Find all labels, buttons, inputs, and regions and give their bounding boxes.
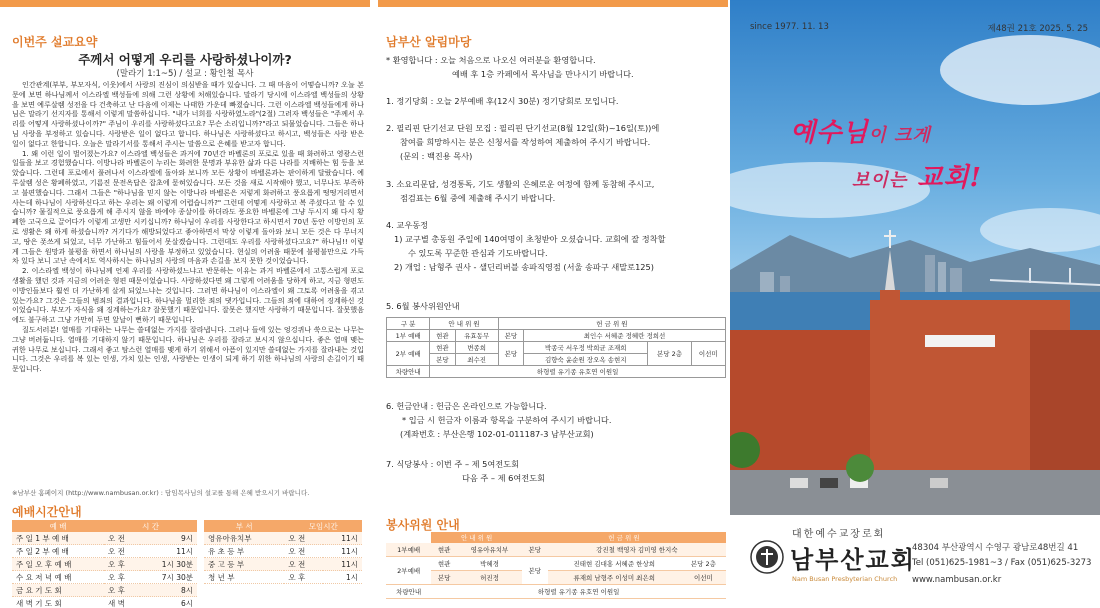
table-header: 예 배: [12, 520, 104, 532]
notice-2: [386, 121, 726, 163]
notice-line: 6. 헌금안내 : 헌금은 온라인으로 가능합니다.: [386, 401, 547, 411]
table-row: [12, 558, 197, 571]
table-cell: 박혜경: [457, 557, 522, 571]
table-row: [204, 558, 362, 571]
service-period: 오 후: [104, 571, 140, 584]
table-row: [204, 571, 362, 584]
notice-5: 5. 6월 봉사위원안내: [386, 301, 460, 311]
table-cell: 유효동무: [455, 330, 498, 342]
tree: [846, 454, 874, 482]
city-church-illustration: [730, 0, 1100, 515]
table-cell: 본당 2층: [648, 342, 691, 366]
service-time: 9시: [140, 532, 197, 545]
table-cell: 이선미: [681, 571, 726, 585]
meeting-period: 오 전: [284, 558, 323, 571]
car: [790, 478, 808, 488]
service-name: 수 요 저 녁 예 배: [12, 571, 104, 584]
table-row: [204, 532, 362, 545]
table-row: [386, 557, 726, 571]
table-row: [12, 584, 197, 597]
table-cell: 1부예배: [386, 543, 431, 557]
table-cell: 현관: [430, 342, 455, 354]
service-period: 오 후: [104, 584, 140, 597]
service-name: 금 요 기 도 회: [12, 584, 104, 597]
table-cell: 영유아유치부: [457, 543, 522, 557]
sermon-heading: 이번주 설교요약: [12, 35, 98, 49]
table-header: 안 내 위 원: [431, 532, 522, 543]
cloud: [980, 208, 1100, 252]
table-cell: 1부 예배: [387, 330, 430, 342]
notice-3: [386, 177, 726, 205]
sermon-footnote: ※남부산 홈페이지 (http://www.nambusan.or.kr) : 담임목사님의 설교를 통해 은혜 받으시기 바랍니다.: [12, 489, 310, 497]
volunteer-table: [386, 532, 726, 599]
phone-fax: Tel (051)625-1981~3 / Fax (051)625-3273: [912, 558, 1092, 568]
table-header: 구 분: [387, 318, 430, 330]
church-tower: [880, 290, 900, 320]
table-cell: 본당: [498, 330, 523, 342]
church-wing: [1030, 330, 1100, 490]
sermon-paragraph: 1. 왜 이런 일이 벌어졌는가요? 이스라엘 백성들은 과거에 70년간 바벨론의 포로로 있을 때 화려하고 영광스런 일들을 보고 경험했습니다. 이방나라 바벨론이 누리는 화려한 문명과 부유한 삶과 다른 나라를 지배하는 힘 등을 보았습니다. 그런데 포로에서 풀려나서 이스라엘에 돌아와 보니까 모든 상황이 바벨론과는 판이하게 달랐습니다. 예루살렘 성은 황폐하였고, 기름진 문전옥답은 잡초에 묻혀있습니다. 모든 것을 새로 시작해야 했고, 너무나도 부족하고 불편했습니다. 그래서 그들은 "하나님을 믿지 않는 이방나라 바벨론은 저렇게 화려하고 풍요롭게 떵떵거리면서 사는데 하나님이 사랑하신다고 하는 우리는 왜 이렇게 어렵습니까?" 그런데 어떻게 사랑하고 복 주셨다고 할 수 있습니까? 물질적으로 풍요롭게 해 주시지 않을 바에야 종살이를 하더라도 풍요한 바벨론에 그냥 두시지 왜 다시 황폐한 고국으로 끌어다가 이렇게 고생만 시키십니까? 하나님이 우리를 사랑한다고 하시면서 70년 동안 이방인의 포로 생활은 왜 하게 하셨습니까? 거기다가 해방되었다고 좋아하면서 막상 이렇게 돌아와 보니 모든 것은 다 무너지고, 땅은 폿쓰게 되었고, 너무 가난하고 힘들어서 못살겠습니다. 그런데도 우리를 사랑하셨다고요?" 하나님!! 이렇게 그들은 원망과 불평을 하면서 하나님의 사랑을 부정하고 있었습니다. 현실의 어려움 때문에 불평불만으로 가득 차 있다 보니 고난 속에서도 역사하시는 하나님의 사랑의 마음과 손길을 보지 못한 것이었습니다.: [12, 148, 364, 266]
table-header: 안 내 위 원: [430, 318, 499, 330]
table-cell: 본당: [430, 354, 455, 366]
sermon-title: 주께서 어떻게 우리를 사랑하셨나이까?: [78, 52, 292, 67]
table-header: 모임시간: [284, 520, 362, 532]
table-cell: 현관: [431, 557, 457, 571]
service-time: 1시 30분: [140, 558, 197, 571]
table-row: [12, 571, 197, 584]
service-period: 새 벽: [104, 597, 140, 608]
distant-building: [950, 268, 962, 295]
department-name: 중 고 등 부: [204, 558, 284, 571]
sermon-body: [12, 80, 364, 484]
service-name: 주 일 오 후 예 배: [12, 558, 104, 571]
table-cell: 차량안내: [387, 366, 430, 378]
service-period: 오 후: [104, 558, 140, 571]
notices-panel: [378, 0, 728, 608]
table-cell: 이선미: [691, 342, 725, 366]
service-name: 주 일 2 부 예 배: [12, 545, 104, 558]
sermon-paragraph: 질도서러분! 열매를 기대하는 나무는 쓸데없는 가지를 잘라냅니다. 그러나 들에 있는 엉겅퀴나 쑥으로는 나무는 그냥 버려둡니다. 열매를 기대하지 않기 때문입니다. 하나님은 우리를 잘라고 보시지 않으십니다. 좋은 열매 맺는 귀한 나무로 보십니다. 그래서 좋고 탐스런 열매를 맺게 하기 위해서 아픔이 있지만 쓸데없는 가지를 잘라내는 것입니다. 그것은 우리를 복 있는 인생, 가치 있는 인생, 사랑받는 인생이 되게 하기 위한 하나님의 사랑의 손길이기 때문입니다.: [12, 324, 364, 374]
table-cell: 박종국 서우정 박희균 조재희: [524, 342, 648, 354]
table-row: [387, 342, 726, 354]
table-row: [387, 366, 726, 378]
table-cell: 본당: [522, 557, 548, 585]
table-row: [386, 543, 726, 557]
table-cell: 진태현 김대홍 서혜준 한상희: [548, 557, 681, 571]
meeting-period: 오 후: [284, 571, 323, 584]
notice-line: * 입금 시 헌금자 이름과 항목을 구분하여 주시기 바랍니다.: [402, 415, 612, 425]
department-name: 유 초 등 부: [204, 545, 284, 558]
meeting-period: 오 전: [284, 545, 323, 558]
table-row: [387, 330, 726, 342]
slogan-text: 교회!: [917, 163, 982, 193]
table-row: [204, 545, 362, 558]
slogan-text: 예수님: [790, 118, 869, 148]
service-name: 주 일 1 부 예 배: [12, 532, 104, 545]
table-row: [12, 545, 197, 558]
distant-building: [925, 255, 935, 295]
table-cell: 현관: [430, 330, 455, 342]
sermon-paragraph: 인간관계(부부, 부모자식, 이웃)에서 사랑의 진심이 의심받을 때가 있습니다. 그 때 마음이 어떻습니까? 오늘 본문에 보면 하나님께서 이스라엘 백성들에 의해 그런 상황에 처해있습니다. 말라기 당시에 이스라엘 백성들의 상황을 보면 예루살렘 성전을 다 건축하고 난 다음에 이제는 나태한 가운데 빠졌습니다. 그런 이스라엘 백성들에게 하나님은 말라기 선지자를 통해서 이렇게 말씀하십니다. "내가 너희를 사랑하였노라"(2절) 그러자 백성들은 "주께서 우리를 어떻게 사랑하셨나이까?" 주님이 우리를 사랑하셨다고요? 무슨 소리입니까?"라고 되물었습니다. 그들은 하나님 사랑을 부정하고 있습니다. 사랑받은 일이 없다고 합니다. 하나님은 사랑하셨다고 하시고, 백성들은 사랑 받은 일이 없다고 한합니다. 오늘은 말라기서를 통해서 주시는 말씀으로 은혜를 받고자 합니다.: [12, 80, 364, 148]
department-name: 청 년 부: [204, 571, 284, 584]
notice-6: [386, 399, 726, 441]
since-date: since 1977. 11. 13: [750, 22, 829, 32]
church-name-en: Nam Busan Presbyterian Church: [792, 575, 898, 583]
table-header-blank: [386, 532, 431, 543]
notice-line: 예배 후 1층 카페에서 목사님을 만나시기 바랍니다.: [452, 69, 634, 79]
slogan-line-1: [790, 112, 931, 149]
table-cell: 본당: [431, 571, 457, 585]
slogan-text: 보이는: [852, 170, 908, 191]
table-header: 헌 금 위 원: [498, 318, 725, 330]
service-name: 새 벽 기 도 회: [12, 597, 104, 608]
table-row: [12, 532, 197, 545]
notice-line: (문의 : 백진용 목사): [400, 151, 473, 161]
notice-welcome: [386, 53, 726, 81]
service-period: 오 전: [104, 545, 140, 558]
table-cell: 2부예배: [386, 557, 431, 585]
table-cell: 김향숙 윤순원 장오옥 송현지: [524, 354, 648, 366]
notice-line: 2) 개업 : 남형주 권사 - 샐딘리버블 송파직영점 (서울 송파구 새말로125): [394, 262, 654, 272]
table-cell: 본당: [498, 342, 523, 366]
notice-line: 참여를 희망하시는 분은 신청서를 작성하여 제출하여 주시기 바랍니다.: [400, 137, 651, 147]
notice-7: [386, 457, 726, 485]
table-cell: 류재희 남형주 이성미 최은희: [548, 571, 681, 585]
table-header: 부 서: [204, 520, 284, 532]
church-signboard: [925, 335, 995, 347]
orange-top-bar: [0, 0, 370, 7]
sermon-subtitle: (말라기 1:1~5) / 설교 : 황인철 목사: [116, 69, 254, 79]
table-cell: 강진철 백영자 김미영 한지숙: [548, 543, 726, 557]
issue-info: 제48권 21호 2025. 5. 25: [987, 24, 1088, 34]
volunteers-heading: 봉사위원 안내: [386, 518, 460, 532]
table-cell: 현관: [431, 543, 457, 557]
meeting-time: 11시: [323, 558, 362, 571]
table-cell: 차량안내: [386, 585, 431, 599]
table-header: 시 간: [104, 520, 197, 532]
notice-line: 수 있도록 꾸준한 관심과 기도바랍니다.: [408, 248, 548, 258]
slogan-text: 이 크게: [868, 125, 931, 146]
service-time: 7시 30분: [140, 571, 197, 584]
church-name: 남부산교회: [790, 546, 916, 574]
worship-time-table: [12, 520, 197, 608]
denomination: 대한예수교장로회: [792, 529, 886, 540]
distant-building: [938, 262, 946, 295]
address: 48304 부산광역시 수영구 광남로48번길 41: [912, 543, 1079, 553]
cloud: [940, 35, 1100, 105]
car: [820, 478, 838, 488]
website-link[interactable]: www.nambusan.or.kr: [912, 575, 1002, 585]
sermon-panel: [0, 0, 370, 608]
table-cell: 허진정: [457, 571, 522, 585]
table-header: 헌 금 위 원: [522, 532, 726, 543]
table-row: [386, 585, 726, 599]
orange-top-bar: [378, 0, 728, 7]
table-cell: 하형렬 유기종 유호연 이원일: [431, 585, 726, 599]
table-cell: 본당: [522, 543, 548, 557]
department-table: [204, 520, 362, 584]
distant-building: [760, 272, 774, 294]
notice-line: 4. 교우동정: [386, 220, 429, 230]
table-cell: 2부 예배: [387, 342, 430, 366]
meeting-time: 1시: [323, 571, 362, 584]
table-row: [12, 597, 197, 608]
slogan-line-2: [852, 157, 982, 194]
table-row: [386, 571, 726, 585]
notice-line: 1) 교구별 총동원 주일에 140여명이 초청받아 오셨습니다. 교회에 잘 정착할: [394, 234, 666, 244]
meeting-time: 11시: [323, 532, 362, 545]
table-cell: 최수진: [455, 354, 498, 366]
service-time: 11시: [140, 545, 197, 558]
table-cell: 하형렬 유기종 유호연 이원일: [430, 366, 726, 378]
table-cell: 본당 2층: [681, 557, 726, 571]
service-time: 6시: [140, 597, 197, 608]
notice-line: 다음 주 – 제 6여전도회: [462, 473, 545, 483]
notice-line: * 환영합니다 : 오늘 처음으로 나오신 여러분을 환영합니다.: [386, 55, 596, 65]
notice-line: (계좌번호 : 부산은행 102-01-011187-3 남부산교회): [400, 429, 594, 439]
church-seal-icon: [750, 540, 784, 574]
meeting-time: 11시: [323, 545, 362, 558]
notice-line: 3. 소요리문답, 성경통독, 기도 생활의 은혜로운 여정에 함께 동참해 주시고,: [386, 179, 655, 189]
notices-heading: 남부산 알림마당: [386, 35, 472, 49]
sermon-paragraph: 2. 이스라엘 백성이 하나님께 언제 우리를 사랑하셨느냐고 반문하는 이유는 과거 바벨론에서 고통스럽게 포로 생활을 했던 것과 지금의 어려운 형편 때문이었습니다. 사랑하셨다면 왜 그렇게 어려움을 당하게 하고, 지금 형편도 이방인들보다 훨씬 더 가난하게 살게 되었느냐는 것입니다. 그러면 하나님이 이스라엘이 왜 그토록 어려움을 겪고 있는가요? 그것은 그들의 범죄의 결과입니다. 하나님을 멀리한 죄의 댓가입니다. 그들의 죄에 대하여 징계하신 것이었습니다. 부모가 자식을 왜 징계하는가요? 잘못했기 때문입니다. 잘못은 했지만 사랑하기 때문입니다. 잘못했음에도 불구하고 그냥 가만히 두면 앞날이 뻔하기 때문입니다.: [12, 266, 364, 325]
cover-panel: [730, 0, 1100, 608]
june-volunteer-table: [386, 317, 726, 378]
car: [930, 478, 948, 488]
notice-line: 7. 식당봉사 : 이번 주 – 제 5여전도회: [386, 459, 520, 469]
worship-heading: 예배시간안내: [12, 505, 82, 519]
notice-line: 2. 필리핀 단기선교 단원 모집 : 필리핀 단기선교(8월 12일(화)~16일(토))에: [386, 123, 660, 133]
service-period: 오 전: [104, 532, 140, 545]
table-cell: 변종희: [455, 342, 498, 354]
notice-4: [386, 218, 726, 274]
table-cell: 최인수 서혜준 정혜란 정희선: [524, 330, 726, 342]
notice-1: 1. 정기당회 : 오늘 2부예배 후(12시 30분) 정기당회로 모입니다.: [386, 96, 619, 106]
distant-building: [780, 276, 790, 294]
service-time: 8시: [140, 584, 197, 597]
parking-lot: [730, 470, 1100, 515]
meeting-period: 오 전: [284, 532, 323, 545]
department-name: 영유아유치부: [204, 532, 284, 545]
notice-line: 점검표는 6월 중에 제출해 주시기 바랍니다.: [400, 193, 556, 203]
